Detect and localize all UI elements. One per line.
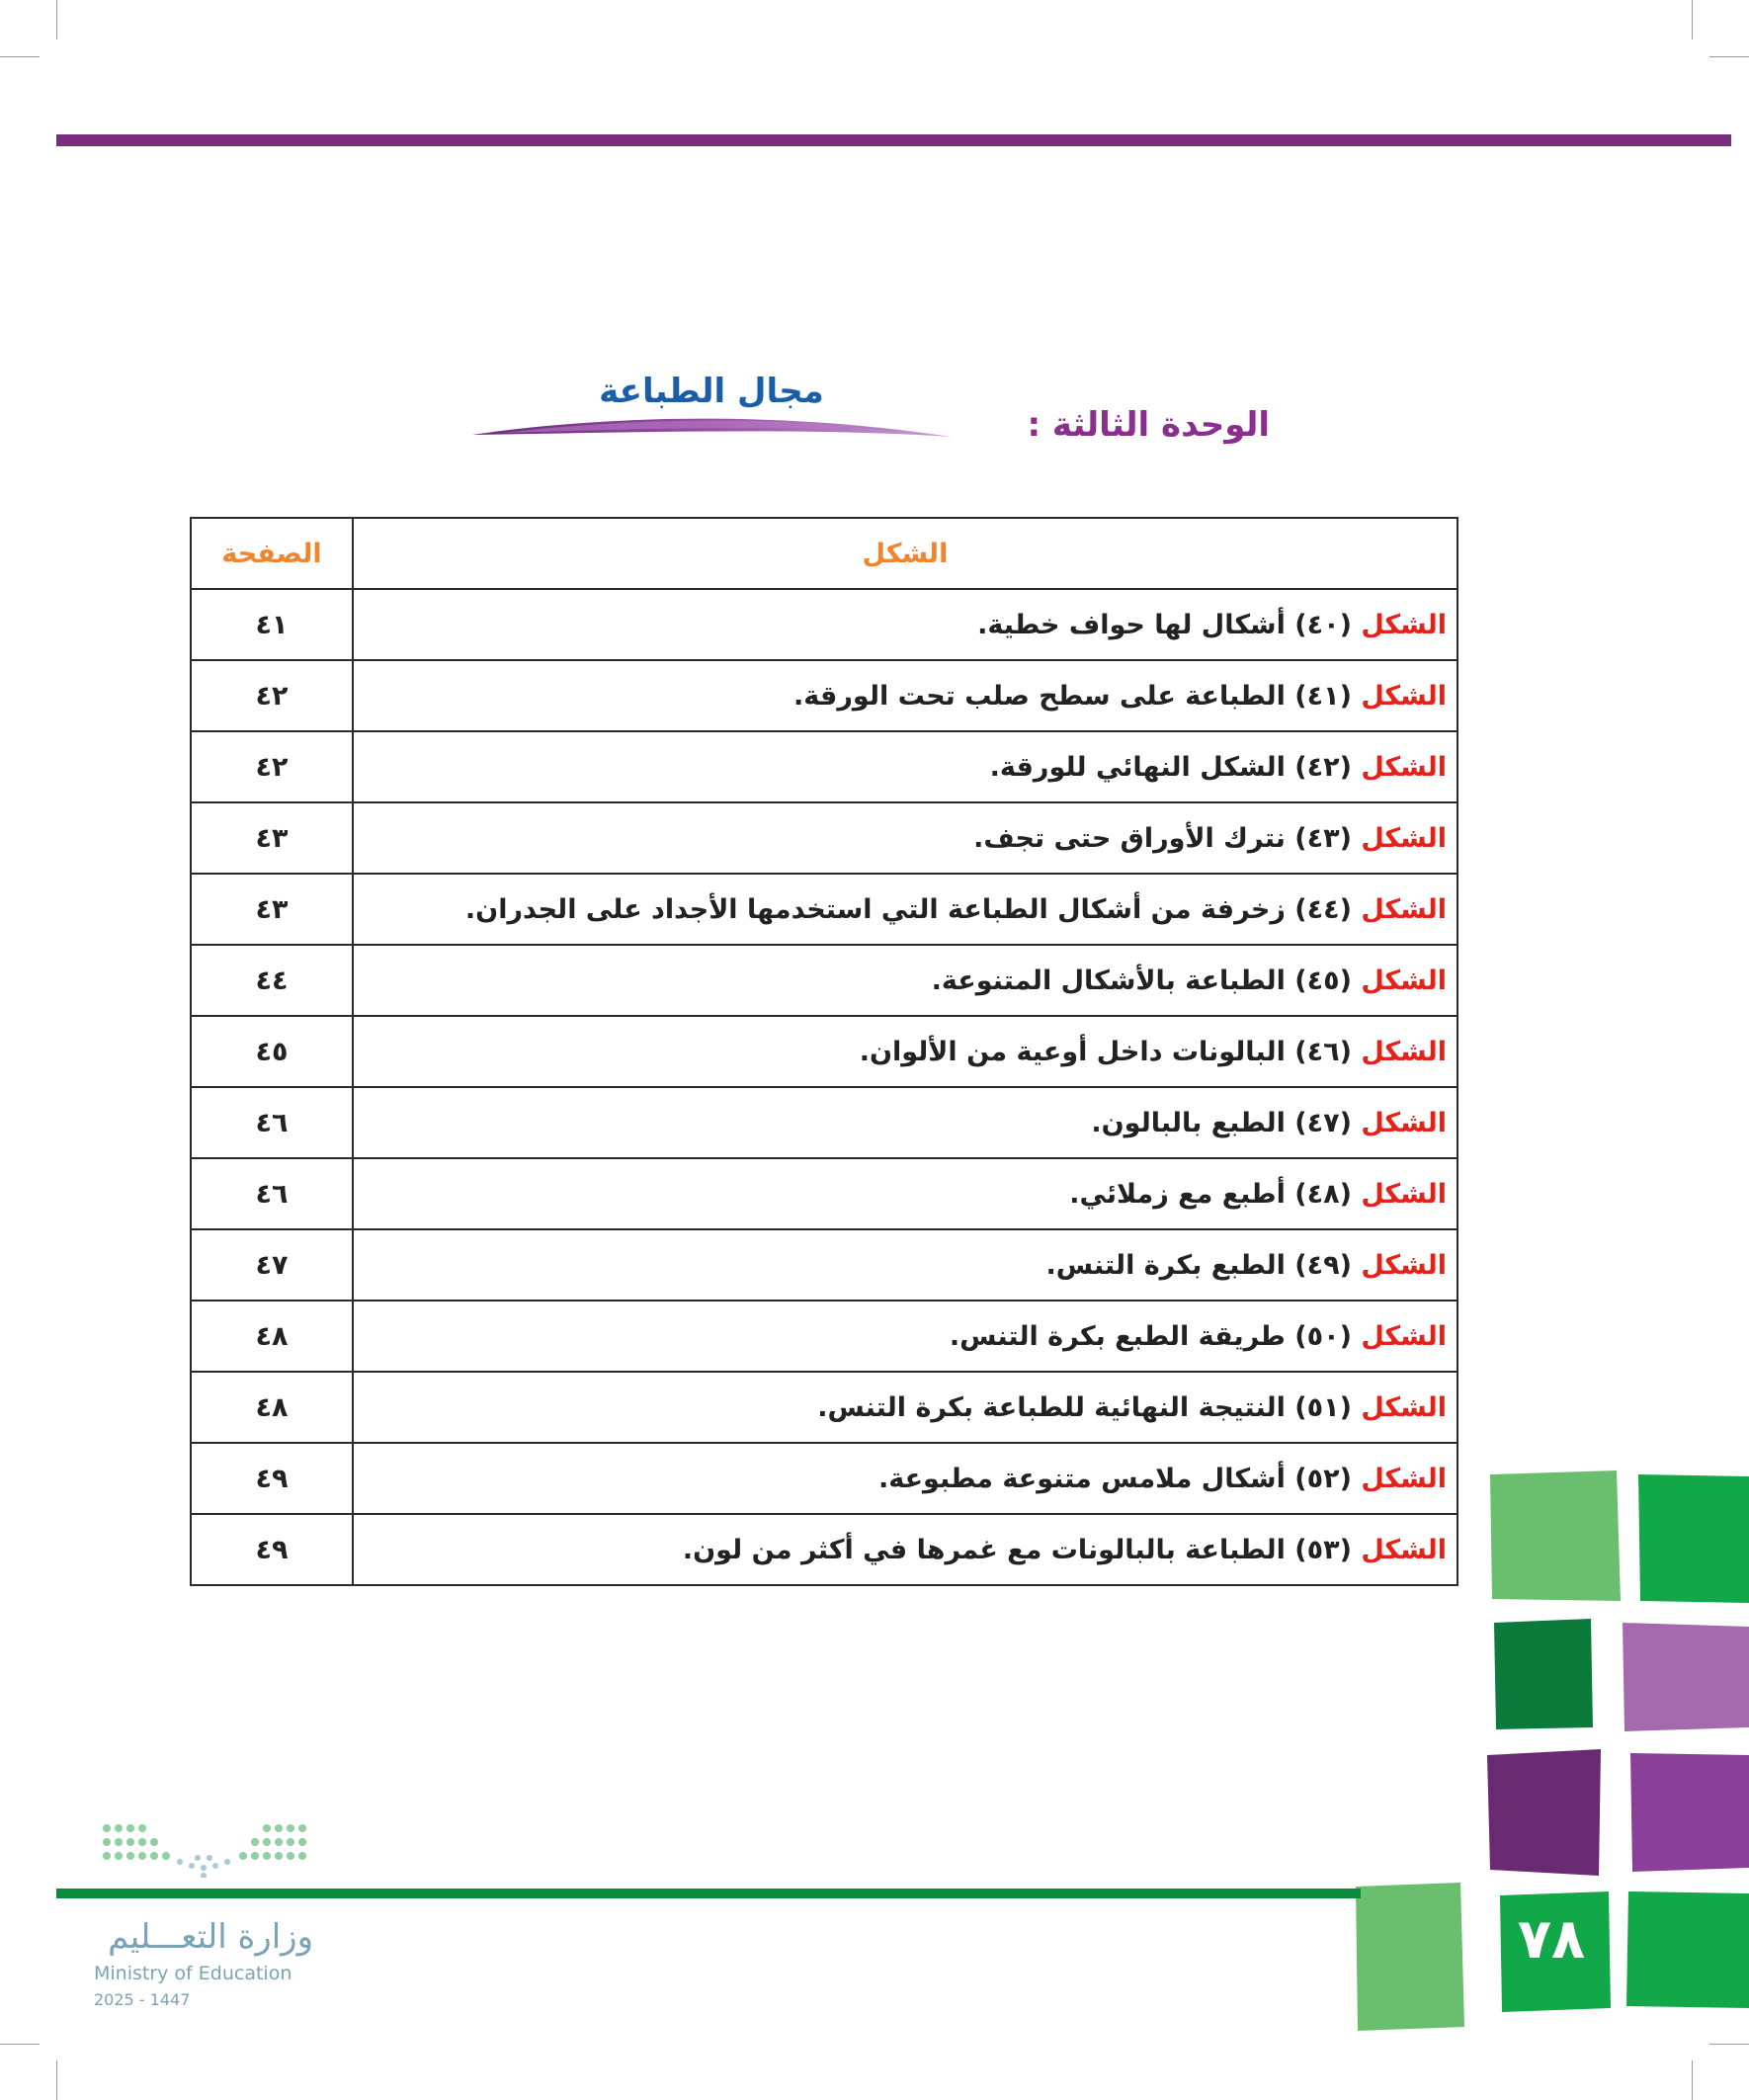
figure-description xyxy=(353,1016,1458,1087)
figure-text: (٤٧) الطبع بالبالون. xyxy=(1091,1107,1352,1138)
table-row xyxy=(191,874,1458,945)
ministry-name-english: Ministry of Education xyxy=(94,1963,292,1984)
page-ref: ٤٢ xyxy=(191,660,353,731)
page-ref: ٤٥ xyxy=(191,1016,353,1087)
page-ref: ٤٧ xyxy=(191,1229,353,1301)
figure-label: الشكل xyxy=(1361,1391,1447,1423)
crop-mark xyxy=(56,0,57,40)
page-ref: ٤٦ xyxy=(191,1158,353,1229)
figure-description xyxy=(353,1514,1458,1585)
figure-label: الشكل xyxy=(1361,893,1447,925)
figure-label: الشكل xyxy=(1361,1249,1447,1281)
figure-description xyxy=(353,731,1458,802)
page-ref: ٤٣ xyxy=(191,874,353,945)
figure-label: الشكل xyxy=(1361,1320,1447,1352)
decorative-squares xyxy=(1482,1463,1749,2100)
figure-label: الشكل xyxy=(1361,965,1447,996)
unit-title: الوحدة الثالثة : xyxy=(1027,405,1270,445)
page-ref: ٤١ xyxy=(191,589,353,660)
figure-text: (٥١) النتيجة النهائية للطباعة بكرة التنس. xyxy=(817,1391,1352,1423)
ministry-name-arabic: وزارة التعـــليم xyxy=(108,1917,313,1957)
crop-mark xyxy=(1692,0,1693,40)
figure-text: (٤٣) نترك الأوراق حتى تجف. xyxy=(973,822,1352,854)
figure-description xyxy=(353,589,1458,660)
figure-text: (٤٨) أطبع مع زملائي. xyxy=(1069,1178,1352,1210)
crop-mark xyxy=(1709,56,1749,57)
table-body xyxy=(191,589,1458,1585)
figure-text: (٤٤) زخرفة من أشكال الطباعة التي استخدمها الأجداد على الجدران. xyxy=(464,893,1352,925)
table-row xyxy=(191,802,1458,874)
figure-text: (٤٠) أشكال لها حواف خطية. xyxy=(977,609,1352,640)
figure-label: الشكل xyxy=(1361,751,1447,783)
figure-text: (٤١) الطباعة على سطح صلب تحت الورقة. xyxy=(793,680,1352,712)
figure-text: (٥٢) أشكال ملامس متنوعة مطبوعة. xyxy=(877,1463,1352,1494)
figure-description xyxy=(353,660,1458,731)
banner-title: مجال الطباعة xyxy=(599,372,824,411)
figure-description xyxy=(353,1372,1458,1443)
page-ref: ٤٨ xyxy=(191,1372,353,1443)
figure-label: الشكل xyxy=(1361,1463,1447,1494)
figure-label: الشكل xyxy=(1361,1178,1447,1210)
ministry-logo-dots xyxy=(99,1818,311,1878)
page-ref: ٤٦ xyxy=(191,1087,353,1158)
figure-description xyxy=(353,1229,1458,1301)
crop-mark xyxy=(56,2060,57,2100)
figure-label: الشكل xyxy=(1361,680,1447,712)
page-ref: ٤٤ xyxy=(191,945,353,1016)
page-ref: ٤٩ xyxy=(191,1514,353,1585)
top-purple-bar xyxy=(56,134,1731,146)
crop-mark xyxy=(0,56,40,57)
figure-description xyxy=(353,874,1458,945)
table-row xyxy=(191,589,1458,660)
figure-label: الشكل xyxy=(1361,822,1447,854)
header-shape: الشكل xyxy=(353,518,1458,589)
table-row xyxy=(191,1158,1458,1229)
figure-text: (٤٥) الطباعة بالأشكال المتنوعة. xyxy=(931,965,1352,996)
figure-text: (٤٢) الشكل النهائي للورقة. xyxy=(989,751,1352,783)
page-ref: ٤٨ xyxy=(191,1301,353,1372)
page-ref: ٤٣ xyxy=(191,802,353,874)
ministry-year: 2025 - 1447 xyxy=(94,1990,191,2009)
figures-table xyxy=(190,517,1458,1586)
figure-text: (٤٦) البالونات داخل أوعية من الألوان. xyxy=(859,1036,1352,1067)
figure-description xyxy=(353,945,1458,1016)
page-ref: ٤٩ xyxy=(191,1443,353,1514)
table-row xyxy=(191,1443,1458,1514)
table-row xyxy=(191,1372,1458,1443)
figure-label: الشكل xyxy=(1361,1534,1447,1565)
table-row xyxy=(191,1229,1458,1301)
figure-text: (٥٠) طريقة الطبع بكرة التنس. xyxy=(949,1320,1352,1352)
table-row xyxy=(191,660,1458,731)
table-row xyxy=(191,1301,1458,1372)
figure-description xyxy=(353,1087,1458,1158)
figure-description xyxy=(353,1443,1458,1514)
table-row xyxy=(191,1087,1458,1158)
footer-green-line xyxy=(56,1889,1361,1898)
figure-description xyxy=(353,802,1458,874)
table-header-row xyxy=(191,518,1458,589)
figure-text: (٥٣) الطباعة بالبالونات مع غمرها في أكثر من لون. xyxy=(682,1534,1352,1565)
table-row xyxy=(191,731,1458,802)
figure-description xyxy=(353,1301,1458,1372)
figure-text: (٤٩) الطبع بكرة التنس. xyxy=(1045,1249,1352,1281)
figure-label: الشكل xyxy=(1361,1107,1447,1138)
figure-label: الشكل xyxy=(1361,609,1447,640)
table-row xyxy=(191,1514,1458,1585)
decorative-square-light xyxy=(1356,1883,1464,2031)
figure-description xyxy=(353,1158,1458,1229)
figure-label: الشكل xyxy=(1361,1036,1447,1067)
table-row xyxy=(191,1016,1458,1087)
page-number: ٧٨ xyxy=(1517,1907,1586,1972)
page-ref: ٤٢ xyxy=(191,731,353,802)
header-page: الصفحة xyxy=(191,518,353,589)
table-row xyxy=(191,945,1458,1016)
crop-mark xyxy=(0,2044,40,2045)
